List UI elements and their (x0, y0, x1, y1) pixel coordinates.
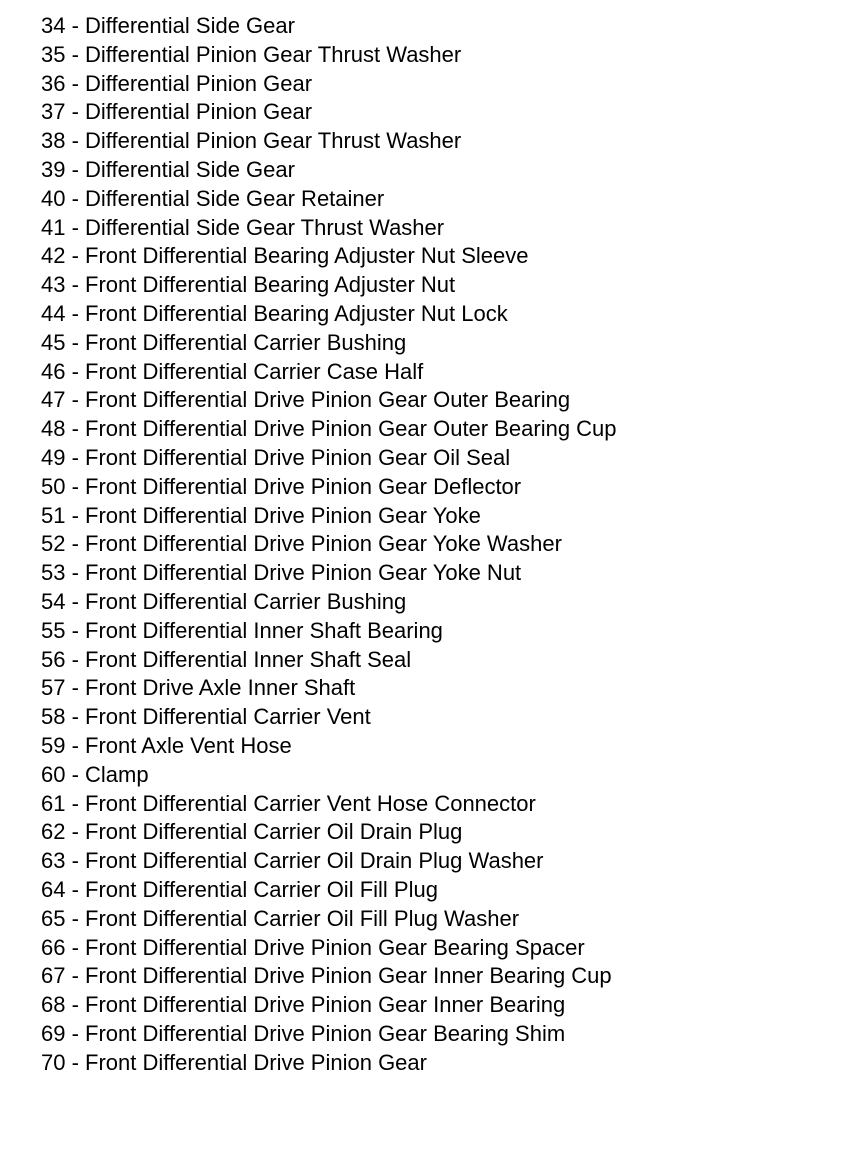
list-item: 55 - Front Differential Inner Shaft Bearing (41, 617, 443, 643)
list-item: 57 - Front Drive Axle Inner Shaft (41, 675, 356, 701)
list-item: 42 - Front Differential Bearing Adjuster Nut Sleeve (41, 243, 529, 269)
list-item: 70 - Front Differential Drive Pinion Gear (41, 1049, 427, 1075)
list-item: 35 - Differential Pinion Gear Thrust Washer (41, 41, 462, 67)
list-item: 43 - Front Differential Bearing Adjuster Nut (41, 272, 456, 298)
list-item: 47 - Front Differential Drive Pinion Gear Outer Bearing (41, 387, 571, 413)
list-item: 56 - Front Differential Inner Shaft Seal (41, 646, 412, 672)
list-item: 51 - Front Differential Drive Pinion Gear Yoke (41, 502, 481, 528)
list-item: 69 - Front Differential Drive Pinion Gear Bearing Shim (41, 1020, 566, 1046)
list-item: 59 - Front Axle Vent Hose (41, 732, 292, 758)
list-item: 53 - Front Differential Drive Pinion Gear Yoke Nut (41, 560, 522, 586)
parts-list (41, 12, 617, 1077)
list-item: 52 - Front Differential Drive Pinion Gear Yoke Washer (41, 531, 562, 557)
list-item: 63 - Front Differential Carrier Oil Drain Plug Washer (41, 848, 544, 874)
list-item: 41 - Differential Side Gear Thrust Washer (41, 214, 445, 240)
list-item: 60 - Clamp (41, 761, 149, 787)
list-item: 40 - Differential Side Gear Retainer (41, 185, 385, 211)
list-item: 39 - Differential Side Gear (41, 156, 295, 182)
list-item: 65 - Front Differential Carrier Oil Fill Plug Washer (41, 905, 520, 931)
list-item: 58 - Front Differential Carrier Vent (41, 704, 371, 730)
list-item: 64 - Front Differential Carrier Oil Fill Plug (41, 876, 438, 902)
list-item: 49 - Front Differential Drive Pinion Gear Oil Seal (41, 444, 511, 470)
list-item: 34 - Differential Side Gear (41, 13, 295, 38)
list-item: 54 - Front Differential Carrier Bushing (41, 588, 407, 614)
list-item: 68 - Front Differential Drive Pinion Gear Inner Bearing (41, 992, 566, 1018)
list-item: 36 - Differential Pinion Gear (41, 70, 313, 96)
list-item: 61 - Front Differential Carrier Vent Hose Connector (41, 790, 536, 816)
list-item: 44 - Front Differential Bearing Adjuster Nut Lock (41, 300, 508, 326)
list-item: 48 - Front Differential Drive Pinion Gear Outer Bearing Cup (41, 416, 617, 442)
list-item: 62 - Front Differential Carrier Oil Drain Plug (41, 819, 463, 845)
list-item: 50 - Front Differential Drive Pinion Gear Deflector (41, 473, 522, 499)
list-item: 46 - Front Differential Carrier Case Half (41, 358, 424, 384)
list-item: 38 - Differential Pinion Gear Thrust Washer (41, 128, 462, 154)
list-item: 45 - Front Differential Carrier Bushing (41, 329, 407, 355)
list-item: 67 - Front Differential Drive Pinion Gear Inner Bearing Cup (41, 963, 612, 989)
list-item: 66 - Front Differential Drive Pinion Gear Bearing Spacer (41, 934, 585, 960)
list-item: 37 - Differential Pinion Gear (41, 99, 313, 125)
